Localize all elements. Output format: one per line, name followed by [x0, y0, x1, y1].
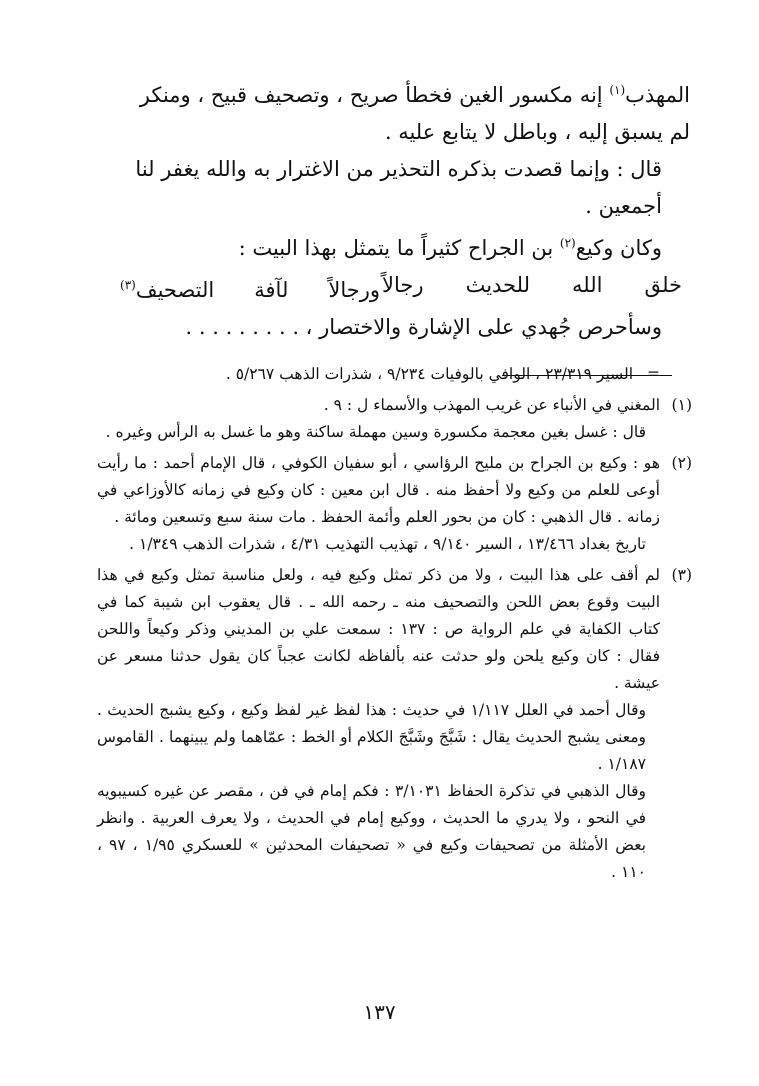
footnote-3-dhahabi: وقال الذهبي في تذكرة الحفاظ ٣/١٠٣١ : فكم إمام في فن ، مقصر عن غيره كسيبويه في النحو ، ولا يدري ما الحديث ، ووكيع إمام في الحديث ، ولا يعرف العربية . وانظر بعض الأمثلة من تصحيفات وكيع في « تصحيفات المحدثين » للعسكري ١/٩٥ ، ٩٧ ، ١١٠ . [97, 782, 647, 881]
verse-second-hemistich: ورجالاً لآفة التصحيف$^{(٣)}$ [120, 278, 380, 302]
footnote-2-sources: تاريخ بغداد ١٣/٤٦٦ ، السير ٩/١٤٠ ، تهذيب التهذيب ٤/٣١ ، شذرات الذهب ١/٣٤٩ . [129, 535, 646, 553]
paragraph-4: وسأحرص جُهدي على الإشارة والاختصار ، . . . . . . . . . [185, 315, 662, 339]
continuation-marker: = [647, 365, 660, 383]
verse-first-hemistich: خلق الله للحديث رجالاً [382, 273, 682, 297]
footnote-1 [97, 392, 692, 446]
footnote-2-text: هو : وكيع بن الجراح بن مليح الرؤاسي ، أبو سفيان الكوفي ، قال الإمام أحمد : ما رأيت أوعى للعلم من وكيع ولا أحفظ منه . قال ابن معين : كان وكيع في زمانه كالأوزاعي في زمانه . قال الذهبي : كان من بحور العلم وأئمة الحفظ . مات سنة سبع وتسعين ومائة . [97, 454, 660, 526]
footnote-separator [97, 366, 692, 386]
paragraph-3: وكان وكيع$^{(٢)}$ بن الجراح كثيراً ما يتمثل بهذا البيت : [238, 236, 662, 260]
page-number: ١٣٧ [363, 1000, 396, 1024]
main-text [120, 72, 690, 346]
footnote-2-number: (٢) [671, 454, 692, 472]
footnote-3-number: (٣) [671, 566, 692, 584]
footnote-3 [97, 562, 692, 886]
separator-line [502, 375, 672, 376]
footnote-ref-1: (١) [609, 83, 626, 97]
footnote-1-quote: قال : غسل بغين معجمة مكسورة وسين مهملة ساكنة وهو ما غسل به الرأس وغيره . [105, 423, 646, 441]
verse [120, 267, 690, 309]
footnote-continuation: =السير ٢٣/٣١٩ ، الوافي بالوفيات ٩/٢٣٤ ، شذرات الذهب ٥/٢٦٧ . [225, 365, 660, 383]
footnote-2 [97, 450, 692, 558]
footnote-3-text: لم أقف على هذا البيت ، ولا من ذكر تمثل وكيع فيه ، ولعل مناسبة تمثل وكيع في هذا البيت وقوع بعض اللحن والتصحيف منه ـ رحمه الله ـ . قال يعقوب ابن شيبة كما في كتاب الكفاية في علم الرواية ص : ١٣٧ : سمعت علي بن المديني وذكر وكيعاً واللحن فقال : كان وكيع يلحن ولو حدثت عنه بألفاظه لكانت عجباً كان يقول حدثنا مسعر عن عيشة . [97, 566, 660, 692]
footnote-ref-3: (٣) [120, 278, 136, 292]
footnote-3-ahmad: وقال أحمد في العلل ١/١١٧ في حديث : هذا لفظ غير لفظ وكيع ، وكيع يشبج الحديث . ومعنى يشبج الحديث يقال : شَبَّجَ وشَبَّجَ الكلام أو الخط : عمّاهما ولم يبينهما . القاموس ١/١٨٧ . [97, 701, 646, 773]
paragraph-2: قال : وإنما قصدت بذكره التحذير من الاغترار به والله يغفر لنا أجمعين . [135, 157, 662, 218]
paragraph-1: المهذب$^{(١)}$ إنه مكسور الغين فخطأ صريح ، وتصحيف قبيح ، ومنكر لم يسبق إليه ، وباطل لا يتابع عليه . [139, 83, 690, 144]
footnote-1-number: (١) [671, 396, 692, 414]
footnote-1-text: المغني في الأنباء عن غريب المهذب والأسماء ل : ٩ . [323, 396, 660, 414]
footnote-ref-2: (٢) [559, 236, 576, 250]
footnotes [97, 361, 692, 886]
